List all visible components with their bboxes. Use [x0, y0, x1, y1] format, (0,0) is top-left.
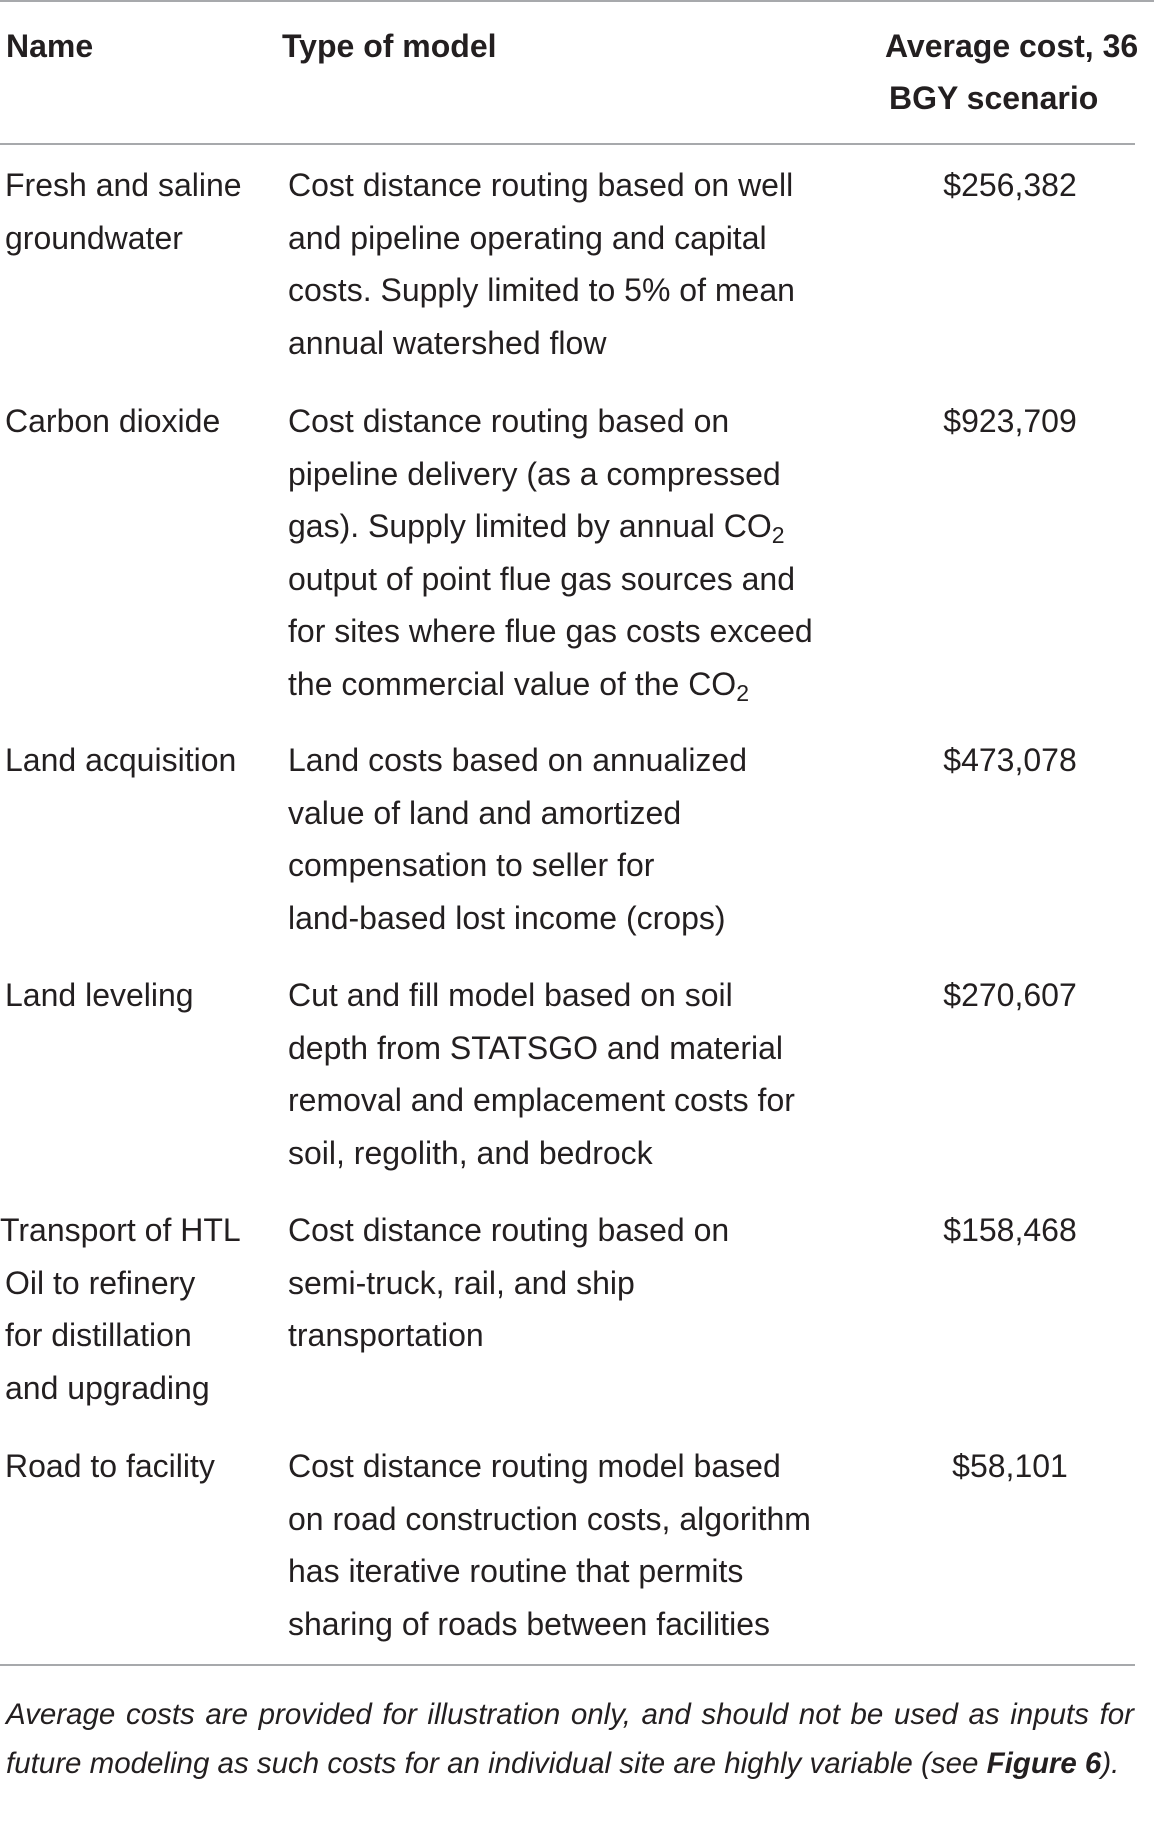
- row-type-line: annual watershed flow: [288, 324, 607, 361]
- row-name-line: Fresh and saline: [5, 167, 242, 203]
- footnote-end: ).: [1101, 1747, 1120, 1780]
- row-type-line: costs. Supply limited to 5% of mean: [288, 272, 795, 308]
- header-average-cost-line2: BGY scenario: [889, 80, 1099, 116]
- row-type: [288, 1204, 868, 1362]
- row-name-line: Road to facility: [5, 1448, 215, 1484]
- row-type-text: the commercial value of the CO: [288, 665, 737, 702]
- row-name: [0, 1204, 250, 1414]
- row-type-line: Cost distance routing model based: [288, 1448, 781, 1484]
- row-cost: $473,078: [943, 742, 1077, 778]
- row-name: [5, 159, 255, 264]
- header-average-cost: [885, 20, 1150, 124]
- header-name: Name: [6, 28, 94, 64]
- row-type-line: Cost distance routing based on: [288, 1212, 730, 1248]
- row-cost: $58,101: [952, 1448, 1068, 1484]
- row-type-line: land-based lost income (crops): [288, 899, 726, 936]
- row-type-line: [288, 658, 868, 711]
- row-type-line: removal and emplacement costs for: [288, 1082, 795, 1118]
- row-type-line: value of land and amortized: [288, 794, 682, 831]
- header-rule: [0, 143, 1135, 145]
- row-type-line: on road construction costs, algorithm: [288, 1500, 811, 1537]
- row-type-line: Land costs based on annualized: [288, 742, 748, 778]
- row-name: [5, 734, 255, 787]
- row-type: [288, 969, 868, 1179]
- footnote-text: Average costs are provided for illustration only, and should not be used as inputs for future modeling as such costs for an individual site are highly variable (see: [6, 1698, 1134, 1780]
- row-cost: $256,382: [943, 167, 1077, 203]
- row-cost: $270,607: [943, 977, 1077, 1013]
- row-name: [5, 969, 255, 1022]
- row-name-line: Transport of HTL: [0, 1212, 241, 1248]
- row-type-line: and pipeline operating and capital: [288, 219, 767, 256]
- row-type-line: Cost distance routing based on: [288, 403, 730, 439]
- row-name: [5, 395, 255, 448]
- row-type-line: sharing of roads between facilities: [288, 1605, 771, 1642]
- table-bottom-rule: [0, 1664, 1135, 1666]
- row-type-line: Cut and fill model based on soil: [288, 977, 733, 1013]
- row-type-line: depth from STATSGO and material: [288, 1029, 783, 1066]
- subscript: 2: [771, 521, 785, 548]
- figure-reference-link[interactable]: Figure 6: [986, 1747, 1102, 1780]
- row-type-line: output of point flue gas sources and: [288, 560, 796, 597]
- row-name-line: Land acquisition: [5, 742, 237, 778]
- row-name-line: groundwater: [5, 219, 183, 256]
- row-type-line: transportation: [288, 1317, 484, 1353]
- row-name: [5, 1440, 255, 1493]
- row-type-line: [288, 500, 868, 553]
- subscript: 2: [736, 679, 749, 706]
- row-type: [288, 1440, 868, 1650]
- row-type: [288, 159, 868, 369]
- row-name-line: and upgrading: [5, 1369, 210, 1406]
- row-cost: $923,709: [943, 403, 1077, 439]
- header-average-cost-line1: Average cost, 36: [885, 28, 1139, 64]
- row-type-line: semi-truck, rail, and ship: [288, 1264, 635, 1301]
- row-type-line: compensation to seller for: [288, 847, 655, 883]
- table-footnote: [6, 1690, 1134, 1788]
- table-top-rule: [0, 0, 1154, 2]
- row-type-line: for sites where flue gas costs exceed: [288, 613, 813, 649]
- row-type-line: soil, regolith, and bedrock: [288, 1134, 653, 1171]
- row-cost: $158,468: [943, 1212, 1077, 1248]
- row-name-line: Carbon dioxide: [5, 403, 221, 439]
- row-type-line: pipeline delivery (as a compressed: [288, 455, 781, 492]
- row-name-line: Oil to refinery: [5, 1264, 196, 1301]
- row-name-line: Land leveling: [5, 977, 194, 1013]
- row-type-line: Cost distance routing based on well: [288, 167, 794, 203]
- row-type-line: has iterative routine that permits: [288, 1553, 744, 1589]
- header-type-of-model: Type of model: [282, 28, 497, 64]
- row-type: [288, 734, 868, 944]
- row-type: [288, 395, 868, 710]
- row-name-line: for distillation: [5, 1317, 192, 1353]
- row-type-text: gas). Supply limited by annual CO: [288, 508, 772, 544]
